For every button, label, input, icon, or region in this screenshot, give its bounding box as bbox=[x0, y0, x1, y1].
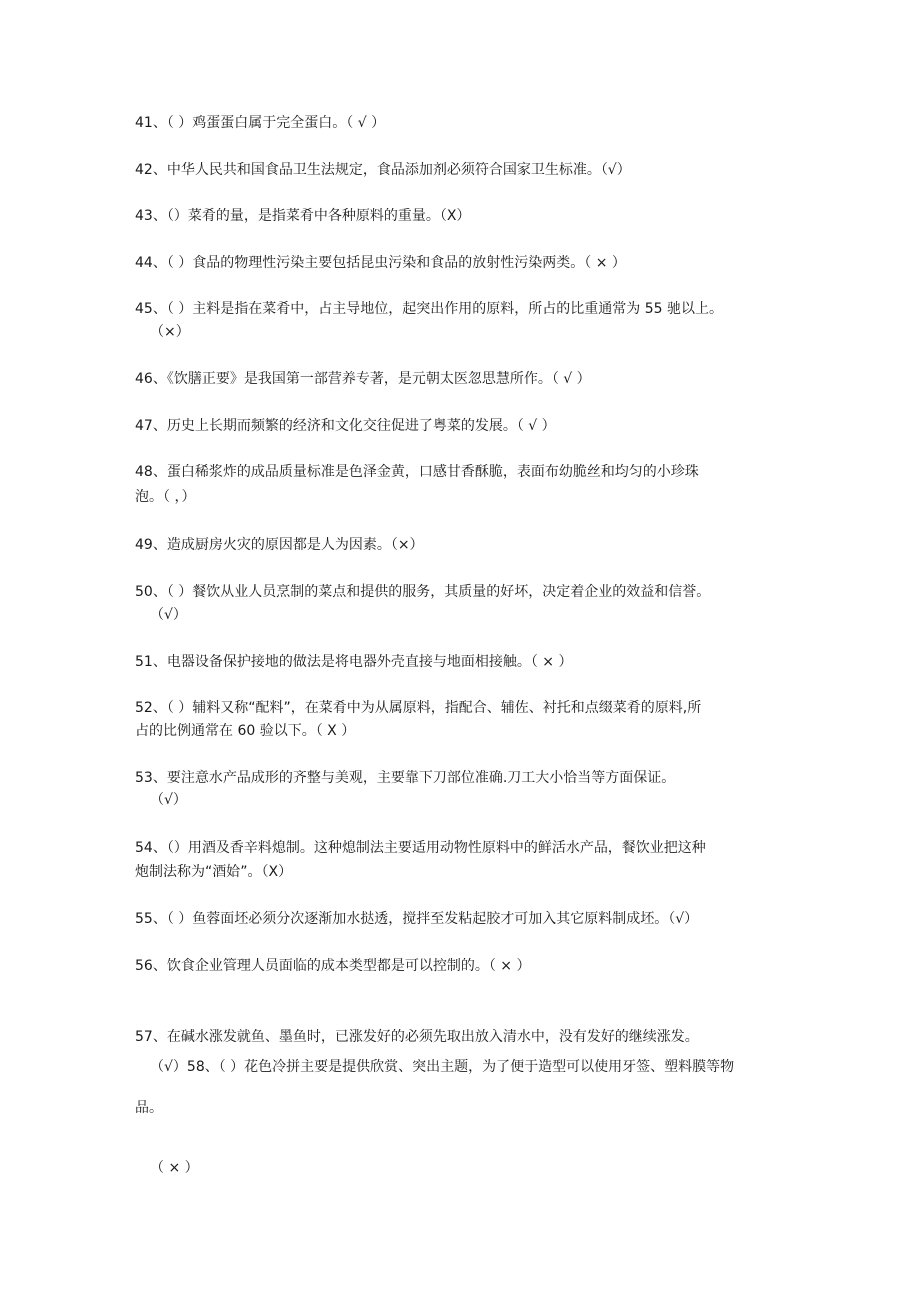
q54: 54、（）用酒及香辛料熄制。这种熄制法主要适用动物性原料中的鲜活水产品，餐饮业把这种 bbox=[135, 840, 706, 856]
q53: 53、要注意水产品成形的齐整与美观，主要靠下刀部位准确.刀工大小恰当等方面保证。 bbox=[135, 770, 676, 786]
q58-cont: 品。 bbox=[135, 1100, 163, 1116]
q41: 41、（ ）鸡蛋蛋白属于完全蛋白。（ √ ） bbox=[135, 115, 386, 131]
q52-cont: 占的比例通常在 60 验以下。（ X ） bbox=[135, 723, 356, 739]
q48: 48、蛋白稀浆炸的成品质量标准是色泽金黄，口感甘香酥脆，表面布幼脆丝和均匀的小珍珠 bbox=[135, 464, 699, 480]
q46: 46、《饮膳正要》是我国第一部营养专著，是元朝太医忽思慧所作。（ √ ） bbox=[135, 371, 591, 387]
q54-cont: 炮制法称为“酒姶”。（X） bbox=[135, 864, 293, 880]
q57: 57、在碱水涨发就鱼、墨鱼时，已涨发好的必须先取出放入清水中，没有发好的继续涨发。 bbox=[135, 1029, 699, 1045]
q47: 47、历史上长期而频繁的经济和文化交往促进了粤菜的发展。（ √ ） bbox=[135, 418, 556, 434]
q43: 43、（）菜肴的量，是指菜肴中各种原料的重量。（X） bbox=[135, 208, 471, 224]
q45-answer: （×） bbox=[150, 324, 190, 340]
q42: 42、中华人民共和国食品卫生法规定，食品添加剂必须符合国家卫生标准。（√） bbox=[135, 162, 631, 178]
q45: 45、（ ）主料是指在菜肴中，占主导地位，起突出作用的原料，所占的比重通常为 55 驰以上。 bbox=[135, 301, 723, 317]
q53-answer: （√） bbox=[150, 792, 187, 808]
q51: 51、电器设备保护接地的做法是将电器外壳直接与地面相接触。（ × ） bbox=[135, 654, 573, 670]
q57-answer-q58: （√）58、（ ）花色冷拼主要是提供欣赏、突出主题，为了便于造型可以使用牙签、塑料膜等物 bbox=[150, 1059, 735, 1075]
q44: 44、（ ）食品的物理性污染主要包括昆虫污染和食品的放射性污染两类。（ × ） bbox=[135, 255, 626, 271]
q55: 55、（ ）鱼蓉面坯必须分次逐渐加水挞透，搅拌至发粘起胶才可加入其它原料制成坯。（√） bbox=[135, 911, 699, 927]
q48-cont: 泡。（ ，） bbox=[135, 489, 196, 505]
q56: 56、饮食企业管理人员面临的成本类型都是可以控制的。（ × ） bbox=[135, 958, 531, 974]
q49: 49、造成厨房火灾的原因都是人为因素。（×） bbox=[135, 537, 424, 553]
q50-answer: （√） bbox=[150, 607, 187, 623]
q50: 50、（ ）餐饮从业人员烹制的菜点和提供的服务，其质量的好坏，决定着企业的效益和信誉。 bbox=[135, 584, 711, 600]
q58-answer: （ × ） bbox=[150, 1160, 199, 1176]
q52: 52、（ ）辅料又称“配料”，在菜肴中为从属原料，指配合、辅佐、衬托和点缀菜肴的原料,所 bbox=[135, 700, 702, 716]
